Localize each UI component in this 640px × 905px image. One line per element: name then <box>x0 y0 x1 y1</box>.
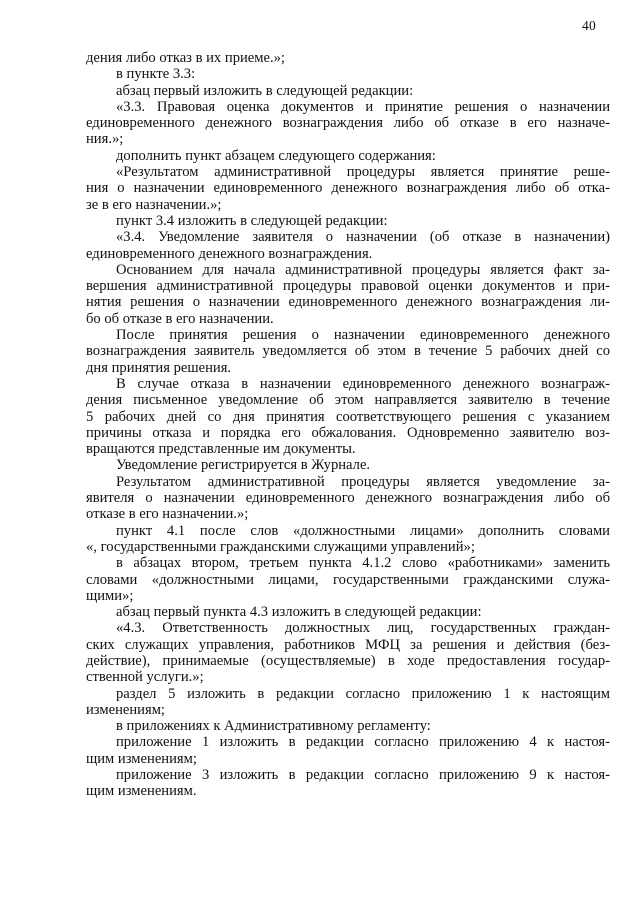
text-line: дения либо отказ в их приеме.»; <box>86 50 285 66</box>
text-line: приложение 3 изложить в редакции согласно приложению 9 к настоя- <box>116 767 610 784</box>
text-line: щим изменениям; <box>86 750 197 767</box>
text-line: 5 рабочих дней со дня принятия соответствующего решения с указанием <box>86 408 610 425</box>
text-line: пункт 4.1 после слов «должностными лицами» дополнить словами <box>116 522 610 539</box>
text-line: вознаграждения заявитель уведомляется об этом в течение 5 рабочих дней со <box>86 343 610 360</box>
text-line: В случае отказа в назначении единовременного денежного вознаграж- <box>116 375 610 392</box>
text-line: раздел 5 изложить в редакции согласно приложению 1 к настоящим <box>116 685 610 702</box>
text-line: в пункте 3.3: <box>116 66 196 83</box>
page-number: 40 <box>582 18 596 33</box>
text-line: Основанием для начала административной процедуры является факт за- <box>116 261 610 278</box>
text-line: в абзацах втором, третьем пункта 4.1.2 слово «работниками» заменить <box>116 555 610 572</box>
text-line: единовременного денежного вознаграждения либо об отказе в его назначе- <box>86 115 610 132</box>
text-line: зе в его назначении.»; <box>86 196 222 213</box>
text-line: дения письменное уведомление об этом направляется заявителю в течение <box>86 392 610 409</box>
text-line: щими»; <box>86 587 134 604</box>
text-line: дополнить пункт абзацем следующего содержания: <box>116 147 436 164</box>
text-line: Уведомление регистрируется в Журнале. <box>116 457 371 474</box>
text-line: дня принятия решения. <box>86 359 232 376</box>
text-line: явителя о назначении единовременного денежного вознаграждения либо об <box>86 490 610 507</box>
text-line: словами «должностными лицами, государственными гражданскими служа- <box>86 571 610 588</box>
text-line: отказе в его назначении.»; <box>86 506 249 523</box>
text-line: пункт 3.4 изложить в следующей редакции: <box>116 212 388 229</box>
text-line: приложение 1 изложить в редакции согласно приложению 4 к настоя- <box>116 734 610 751</box>
text-line: абзац первый изложить в следующей редакции: <box>116 82 414 99</box>
text-line: ских служащих управления, работников МФЦ за решения и действия (без- <box>86 636 610 653</box>
text-line: нятия решения о назначении единовременного денежного вознаграждения ли- <box>86 294 610 311</box>
text-line: щим изменениям. <box>86 783 197 800</box>
text-line: Результатом административной процедуры является уведомление за- <box>116 473 610 490</box>
text-line: ния.»; <box>86 131 124 148</box>
text-line: «4.3. Ответственность должностных лиц, государственных граждан- <box>116 620 610 637</box>
text-line: «Результатом административной процедуры является принятие реше- <box>116 164 610 181</box>
text-line: «3.4. Уведомление заявителя о назначении (об отказе в назначении) <box>116 229 610 246</box>
text-line: вращаются представленные им документы. <box>86 441 356 458</box>
text-line: изменениям; <box>86 701 165 718</box>
text-line: в приложениях к Административному регламенту: <box>116 718 431 735</box>
text-line: «, государственными гражданскими служащими управлений»; <box>86 538 475 555</box>
document-body <box>86 50 610 800</box>
text-line: причины отказа и порядка его обжалования. Одновременно заявителю воз- <box>86 424 610 441</box>
text-line: ния о назначении единовременного денежного вознаграждения либо об отка- <box>86 180 610 197</box>
text-line: вершения административной процедуры правовой оценки документов и при- <box>86 278 610 295</box>
text-line: После принятия решения о назначении единовременного денежного <box>116 327 610 344</box>
text-line: «3.3. Правовая оценка документов и принятие решения о назначении <box>116 98 610 115</box>
text-line: действие), принимаемые (осуществляемые) в ходе предоставления государ- <box>86 652 610 669</box>
text-line: абзац первый пункта 4.3 изложить в следующей редакции: <box>116 604 482 621</box>
text-line: единовременного денежного вознаграждения. <box>86 245 373 262</box>
text-line: ственной услуги.»; <box>86 669 204 686</box>
text-line: бо об отказе в его назначении. <box>86 310 274 327</box>
